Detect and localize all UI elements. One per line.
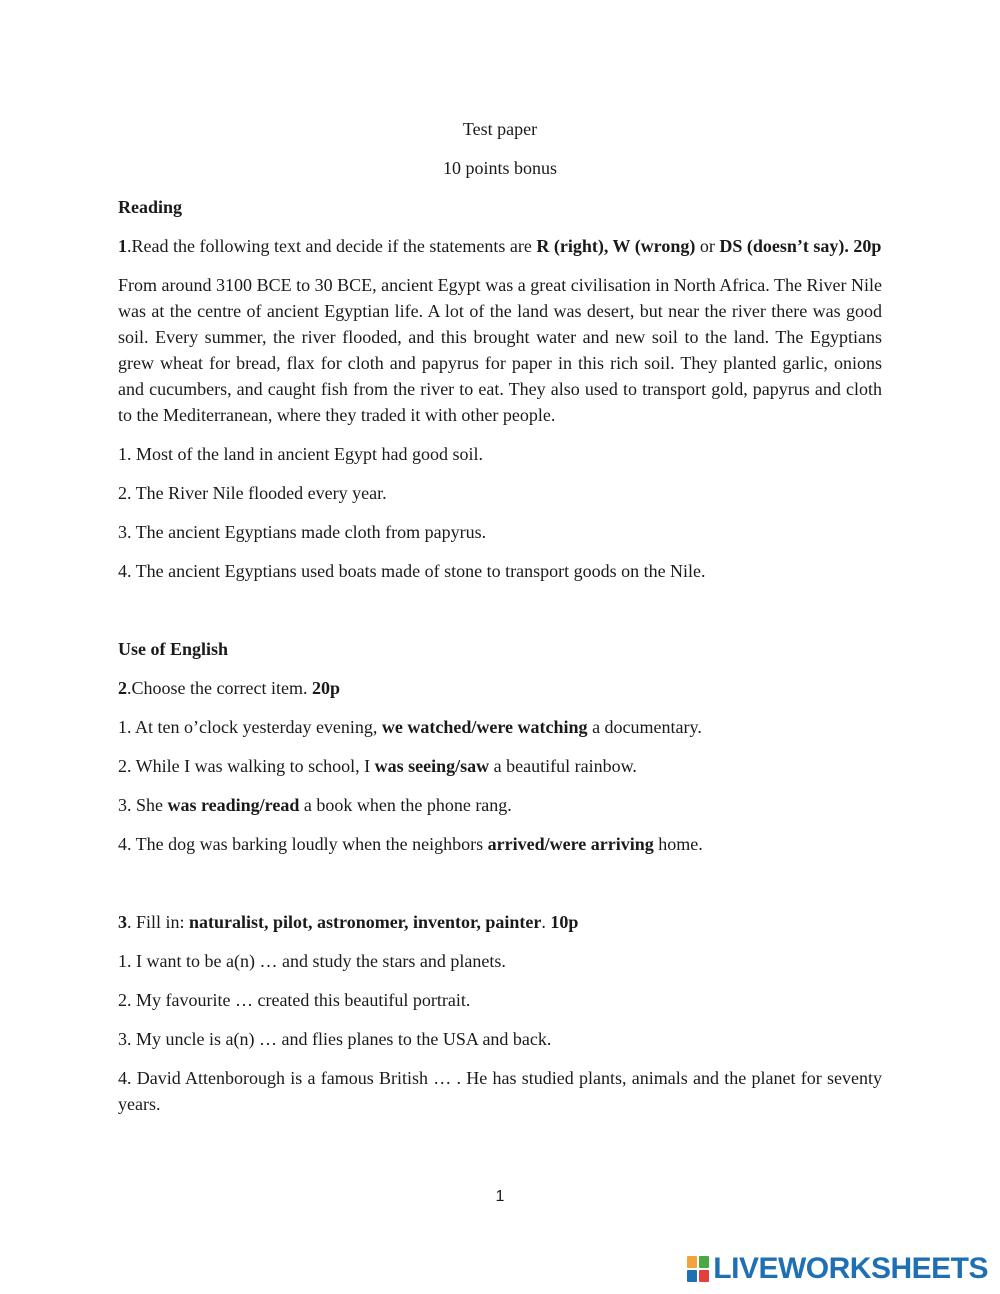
fill-in-instruction-text: . Fill in: [127,912,190,932]
exercise-number-1: 1 [118,236,127,256]
reading-statement-4: 4. The ancient Egyptians used boats made of stone to transport goods on the Nile. [118,561,706,581]
reading-statement-1: 1. Most of the land in ancient Egypt had good soil. [118,444,483,464]
reading-statement-3: 3. The ancient Egyptians made cloth from papyrus. [118,522,487,542]
exercise-number-2: 2 [118,678,127,698]
logo-square-3 [687,1270,697,1282]
exercise-number-3: 3 [118,912,127,932]
use-of-english-points: 20p [311,678,340,698]
logo-square-2 [699,1256,709,1268]
choice-after: a documentary. [587,717,702,737]
reading-instruction [118,233,882,259]
fill-in-item-1: 1. I want to be a(n) … and study the stars and planets. [118,951,506,971]
fill-in-item-2: 2. My favourite … created this beautiful portrait. [118,990,471,1010]
use-of-english-instruction-text: .Choose the correct item. [127,678,312,698]
choice-after: home. [653,834,703,854]
choice-before: 2. While I was walking to school, I [118,756,375,776]
choice-before: 3. She [118,795,168,815]
liveworksheets-logo-icon [687,1256,709,1282]
reading-instruction-text-a: .Read the following text and decide if the statements are [127,236,537,256]
choice-item-2 [118,753,882,779]
choice-item-4 [118,831,882,857]
choice-after: a book when the phone rang. [299,795,512,815]
logo-square-1 [687,1256,697,1268]
choice-before: 1. At ten o’clock yesterday evening, [118,717,382,737]
choice-before: 4. The dog was barking loudly when the neighbors [118,834,488,854]
section-spacer [118,870,882,909]
reading-instruction-text-b: or [695,236,720,256]
reading-instruction-bold-a: R (right), W (wrong) [536,236,696,256]
choice-item-1 [118,714,882,740]
page-subtitle: 10 points bonus [442,158,557,178]
page-number: 1 [495,1188,505,1205]
use-of-english-instruction [118,675,882,701]
liveworksheets-logo[interactable] [687,1252,988,1286]
section-spacer [118,597,882,636]
worksheet-page [118,116,882,1130]
fill-in-item-4: 4. David Attenborough is a famous British … . He has studied plants, animals and the planet for seventy years. [118,1068,882,1114]
page-title: Test paper [462,119,538,139]
fill-in-word-bank: naturalist, pilot, astronomer, inventor, painter [189,912,542,932]
choice-options: was reading/read [167,795,300,815]
logo-square-4 [699,1270,709,1282]
choice-options: arrived/were arriving [487,834,654,854]
reading-passage: From around 3100 BCE to 30 BCE, ancient Egypt was a great civilisation in North Africa. The River Nile was at the centre of ancient Egyptian life. A lot of the land was desert, but near the river there was good soil. Every summer, the river flooded, and this brought water and new soil to the land. The Egyptians grew wheat for bread, flax for cloth and papyrus for paper in this rich soil. They planted garlic, onions and cucumbers, and caught fish from the river to eat. They also used to transport gold, papyrus and cloth to the Mediterranean, where they traded it with other people. [118,275,882,425]
fill-in-points: 10p [550,912,579,932]
choice-after: a beautiful rainbow. [489,756,637,776]
choice-options: was seeing/saw [374,756,490,776]
use-of-english-heading: Use of English [118,639,229,659]
reading-instruction-bold-b: DS (doesn’t say). 20p [719,236,882,256]
choice-item-3 [118,792,882,818]
reading-heading: Reading [118,197,183,217]
fill-in-separator: . [541,912,551,932]
reading-statement-2: 2. The River Nile flooded every year. [118,483,387,503]
liveworksheets-brand-text: LIVEWORKSHEETS [713,1252,988,1285]
choice-options: we watched/were watching [381,717,588,737]
fill-in-instruction [118,909,882,935]
fill-in-item-3: 3. My uncle is a(n) … and flies planes to the USA and back. [118,1029,552,1049]
